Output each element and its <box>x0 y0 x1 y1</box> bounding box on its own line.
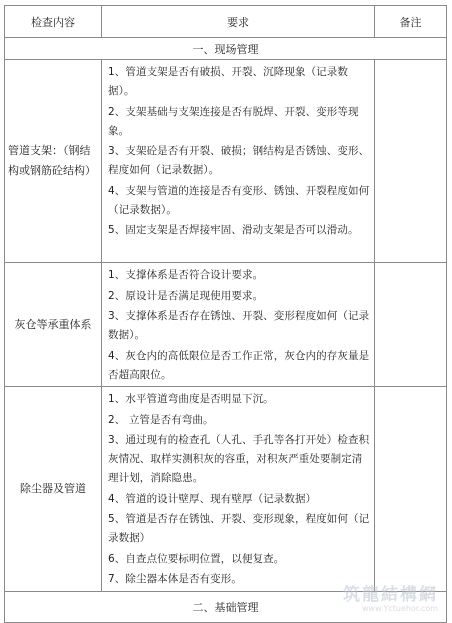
section-title: 一、现场管理 <box>5 38 447 60</box>
table-row <box>5 387 447 592</box>
watermark-logo-text: 筑龍結構網 <box>343 585 438 605</box>
requirement-item: 6、自查点位要标明位置，以便复查。 <box>108 552 285 565</box>
section-title: 二、基础管理 <box>5 592 447 623</box>
watermark-url: www.Yctuehor.com <box>362 604 438 613</box>
requirement-item: 3、支架砼是否有开裂、破损；钢结构是否锈蚀、变形、程度如何（记录数据）。 <box>108 145 370 176</box>
requirements-cell <box>102 60 375 263</box>
requirement-item: 1、支撑体系是否符合设计要求。 <box>108 269 264 281</box>
remarks-cell <box>375 387 447 592</box>
section-row-site-management <box>5 38 447 60</box>
row-label: 除尘器及管道 <box>5 387 102 592</box>
table-row <box>5 60 447 263</box>
inspection-table-wrapper <box>4 5 446 623</box>
remarks-cell <box>375 263 447 387</box>
requirement-item: 7、除尘器本体是否有变形。 <box>108 573 242 585</box>
table-row <box>5 263 447 387</box>
requirement-item: 5、固定支架是否焊接牢固、滑动支架是否可以滑动。 <box>108 224 359 236</box>
requirement-item: 4、支架与管道的连接是否有变形、锈蚀、开裂程度如何（记录数据）。 <box>108 184 370 216</box>
header-check-content: 检查内容 <box>5 6 102 38</box>
requirement-item: 1、管道支架是否有破损、开裂、沉降现象（记录数据）。 <box>108 66 348 97</box>
requirement-item: 2、支架基础与支架连接是否有脱焊、开裂、变形等现象。 <box>108 105 359 137</box>
row-label: 管道支架：（钢结构或钢筋砼结构） <box>5 60 102 263</box>
requirement-item: 1、水平管道弯曲度是否明显下沉。 <box>108 393 274 405</box>
remarks-cell <box>375 60 447 263</box>
requirement-item: 2、 立管是否有弯曲。 <box>108 413 214 426</box>
requirement-item: 2、原设计是否满足现使用要求。 <box>108 289 264 302</box>
row-label: 灰仓等承重体系 <box>5 263 102 387</box>
table-header-row <box>5 6 447 38</box>
watermark <box>343 586 438 614</box>
header-requirements: 要求 <box>102 6 375 38</box>
header-remarks: 备注 <box>375 6 447 38</box>
requirement-item: 3、支撑体系是否存在锈蚀、开裂、变形程度如何（记录数据）。 <box>108 310 370 341</box>
requirement-item: 4、灰仓内的高低限位是否工作正常，灰仓内的存灰量是否超高限位。 <box>108 349 370 381</box>
requirement-item: 3、通过现有的检查孔（人孔、手孔等各打开处）检查积灰情况、取样实测积灰的容重，对积灰严重处要制定清理计划，消除隐患。 <box>108 434 370 484</box>
requirement-item: 5、管道是否存在锈蚀、开裂、变形现象，程度如何（记录数据） <box>108 513 370 544</box>
requirement-item: 4、管道的设计壁厚、现有壁厚（记录数据） <box>108 492 317 505</box>
inspection-table <box>4 5 447 623</box>
requirements-cell <box>102 263 375 387</box>
requirements-cell <box>102 387 375 592</box>
